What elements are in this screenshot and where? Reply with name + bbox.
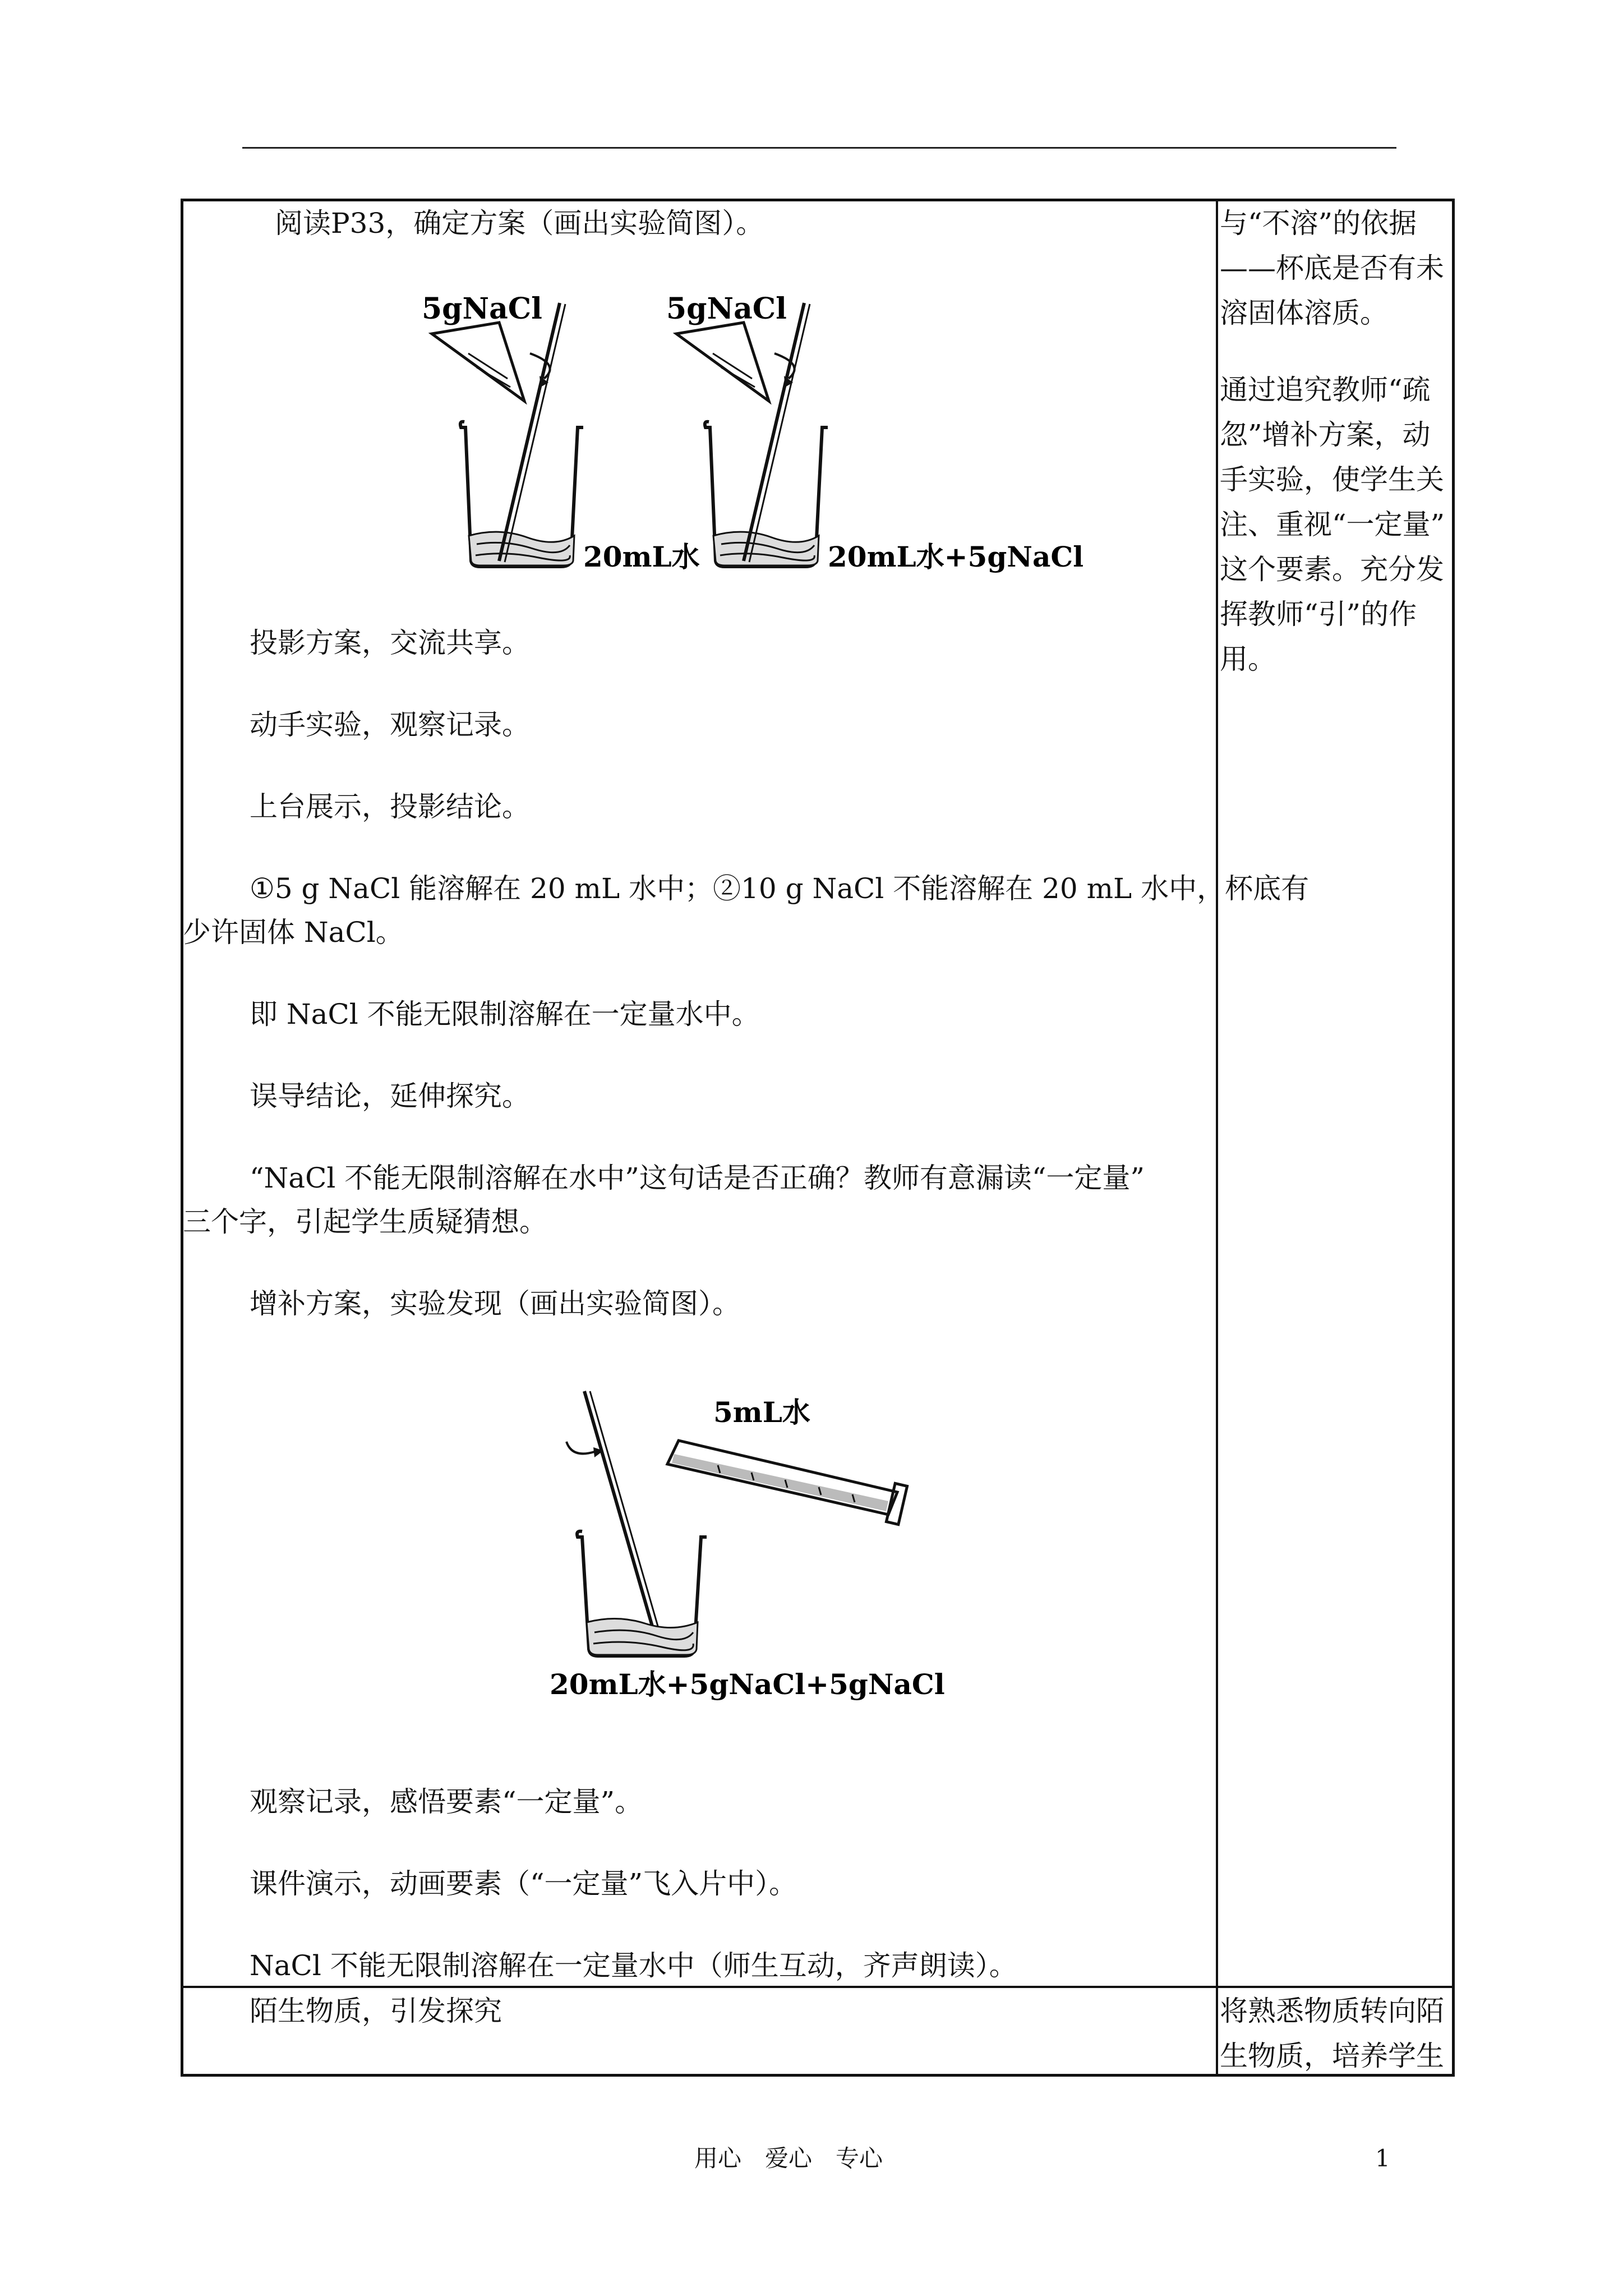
paragraph-read-p33: 阅读P33，确定方案（画出实验简图）。 (275, 207, 764, 240)
page-number: 1 (1375, 2145, 1390, 2172)
fig1-right-bottom-label: 20mL水+5gNaCl (828, 540, 1084, 573)
side-note-line: 通过追究教师“疏 (1220, 374, 1431, 406)
paragraph-animation: 课件演示，动画要素（“一定量”飞入片中）。 (250, 1867, 797, 1900)
side-note-line: ——杯底是否有未 (1220, 252, 1444, 284)
paragraph-add-plan: 增补方案，实验发现（画出实验简图）。 (250, 1287, 740, 1320)
side-note-line: 这个要素。充分发 (1220, 553, 1444, 586)
paragraph-result-line2: 少许固体 NaCl。 (183, 916, 404, 949)
paragraph-result-line1: ①5 g NaCl 能溶解在 20 mL 水中；②10 g NaCl 不能溶解在 20 mL 水中，杯底有 (250, 872, 1310, 905)
column-divider (1216, 199, 1218, 2077)
figure-beaker-cylinder (550, 1391, 945, 1717)
fig1-right-top-label: 5gNaCl (666, 292, 787, 326)
side-note-row2-line: 将熟悉物质转向陌 (1220, 1995, 1444, 2027)
paragraph-observe: 观察记录，感悟要素“一定量”。 (250, 1786, 643, 1818)
side-note-line: 忽”增补方案，动 (1220, 418, 1431, 451)
paragraph-conclusion: 即 NaCl 不能无限制溶解在一定量水中。 (250, 998, 760, 1030)
fig2-bottom-label: 20mL水+5gNaCl+5gNaCl (550, 1668, 945, 1701)
fig1-left-bottom-label: 20mL水 (583, 540, 700, 573)
fig2-cylinder-label: 5mL水 (713, 1396, 810, 1429)
footer-motto: 用心 爱心 专心 (694, 2145, 883, 2172)
paragraph-mislead: 误导结论，延伸探究。 (250, 1080, 530, 1112)
paragraph-question-line1: “NaCl 不能无限制溶解在水中”这句话是否正确？教师有意漏读“一定量” (250, 1162, 1145, 1194)
paragraph-show: 上台展示，投影结论。 (250, 790, 530, 823)
side-note-line: 手实验，使学生关 (1220, 463, 1444, 496)
header-rule (242, 147, 1396, 149)
side-note-line: 注、重视“一定量” (1220, 508, 1445, 541)
side-note-line: 挥教师“引”的作 (1220, 598, 1417, 631)
paragraph-experiment: 动手实验，观察记录。 (250, 708, 530, 741)
side-note-line: 用。 (1220, 643, 1276, 675)
fig1-left-top-label: 5gNaCl (422, 292, 542, 326)
paragraph-question-line2: 三个字，引起学生质疑猜想。 (183, 1205, 547, 1238)
paragraph-projection: 投影方案，交流共享。 (250, 627, 530, 659)
paragraph-row2: 陌生物质，引发探究 (250, 1995, 502, 2027)
figure-beakers-20ml (415, 280, 1088, 583)
side-note-row2-line: 生物质，培养学生 (1220, 2040, 1444, 2072)
paragraph-final-conclusion: NaCl 不能无限制溶解在一定量水中（师生互动，齐声朗读）。 (250, 1949, 1017, 1982)
side-note-line: 与“不溶”的依据 (1220, 207, 1417, 240)
side-note-line: 溶固体溶质。 (1220, 297, 1388, 329)
